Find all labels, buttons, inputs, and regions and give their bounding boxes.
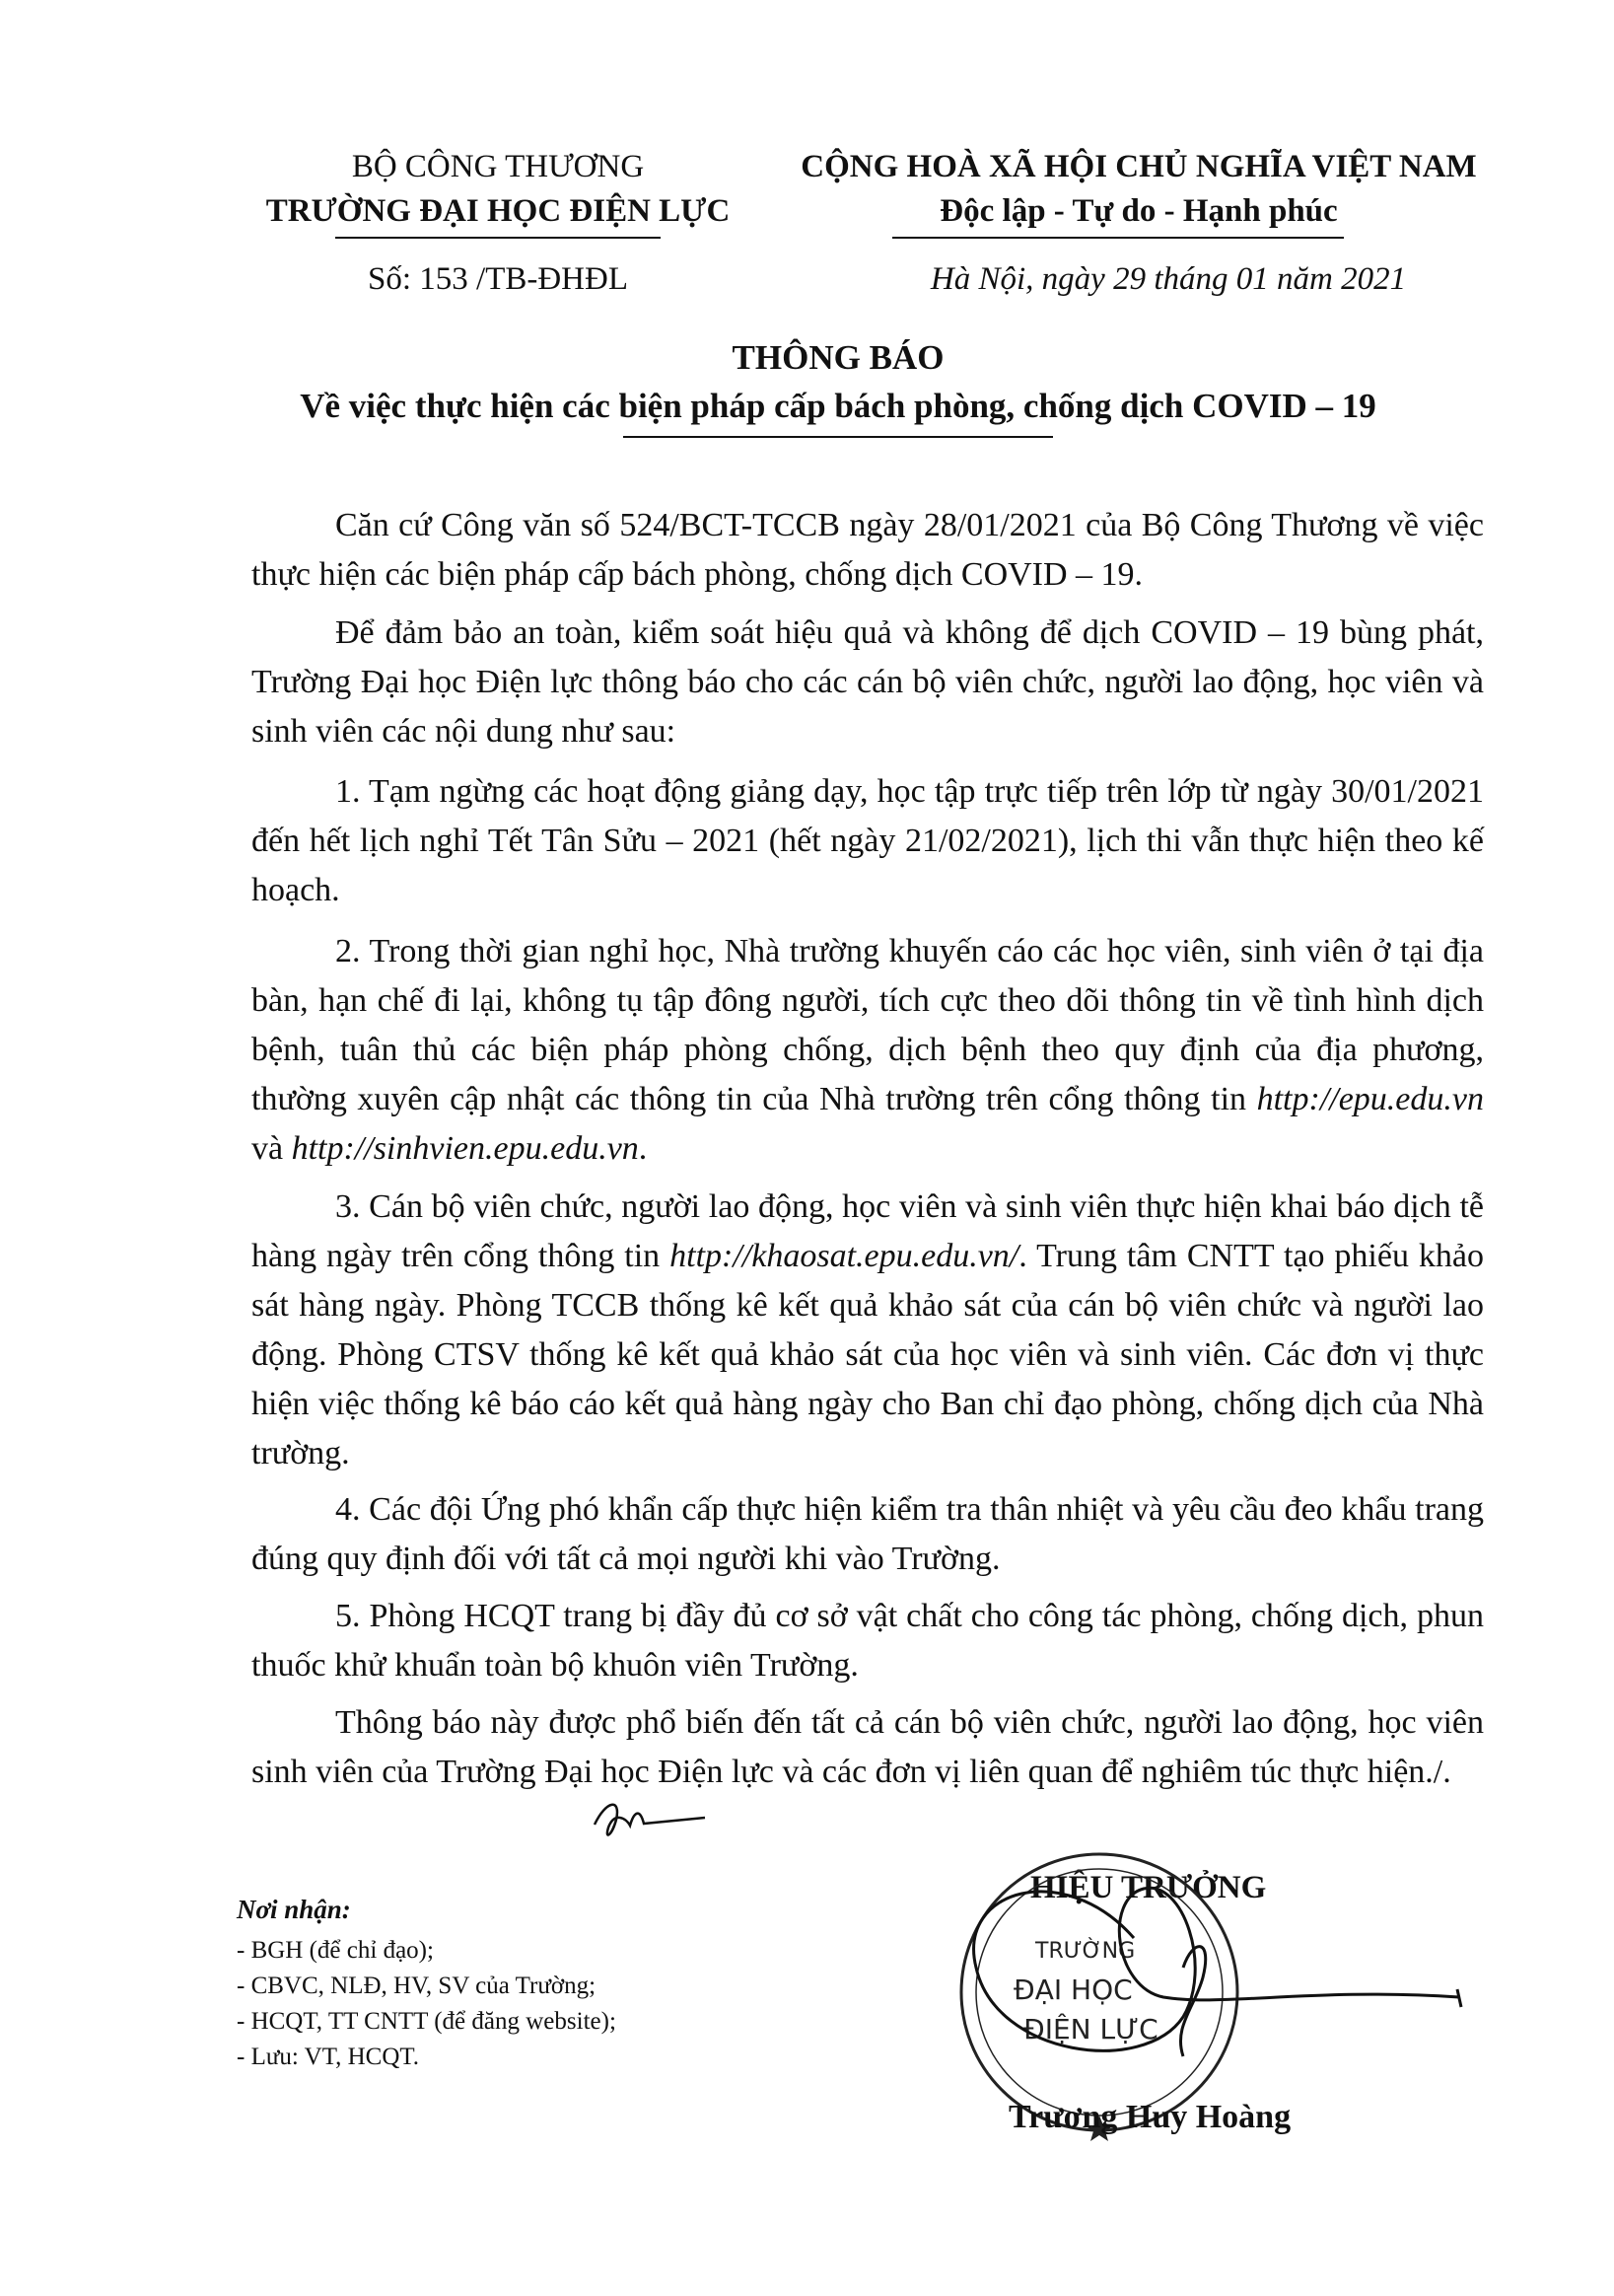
university-name: TRƯỜNG ĐẠI HỌC ĐIỆN LỰC xyxy=(265,193,731,229)
paragraph-basis: Căn cứ Công văn số 524/BCT-TCCB ngày 28/01/2021 của Bộ Công Thương về việc thực hiện các biện pháp cấp bách phòng, chống dịch COVID – 19. xyxy=(251,507,1484,593)
recipient-item: - BGH (để chỉ đạo); xyxy=(237,1937,434,1964)
ministry-name: BỘ CÔNG THƯƠNG xyxy=(351,149,645,184)
item-3: 3. Cán bộ viên chức, người lao động, học viên và sinh viên thực hiện khai báo dịch tễ hàng ngày trên cổng thông tin http://khaosat.epu.edu.vn/. Trung tâm CNTT tạo phiếu khảo sát hàng ngày. Phòng TCCB thống kê kết quả khảo sát của cán bộ viên chức và người lao động. Phòng CTSV thống kê kết quả khảo sát của học viên và sinh viên. Các đơn vị thực hiện việc thống kê báo cáo kết quả hàng ngày cho Ban chỉ đạo phòng, chống dịch của Nhà trường. xyxy=(251,1188,1484,1471)
closing-paragraph: Thông báo này được phổ biến đến tất cả cán bộ viên chức, người lao động, học viên sinh viên của Trường Đại học Điện lực và các đơn vị liên quan để nghiêm túc thực hiện./. xyxy=(251,1704,1484,1790)
signer-title: HIỆU TRƯỞNG xyxy=(1030,1870,1267,1905)
official-stamp-icon xyxy=(887,1820,1479,2145)
motto-underline xyxy=(892,237,1344,239)
sinhvien-link[interactable]: http://sinhvien.epu.edu.vn xyxy=(291,1130,639,1167)
national-motto: Độc lập - Tự do - Hạnh phúc xyxy=(940,193,1338,229)
document-title: THÔNG BÁO xyxy=(732,338,945,377)
khaosat-link[interactable]: http://khaosat.epu.edu.vn/ xyxy=(669,1238,1019,1274)
country-name: CỘNG HOÀ XÃ HỘI CHỦ NGHĨA VIỆT NAM xyxy=(801,149,1477,184)
stamp-line-2: ĐẠI HỌC xyxy=(1014,1973,1133,2006)
recipient-item: - CBVC, NLĐ, HV, SV của Trường; xyxy=(237,1973,596,1999)
recipients-heading: Nơi nhận: xyxy=(237,1895,351,1924)
paragraph-intro: Để đảm bảo an toàn, kiểm soát hiệu quả và không để dịch COVID – 19 bùng phát, Trường Đại học Điện lực thông báo cho các cán bộ viên chức, người lao động, học viên và sinh viên các nội dung như sau: xyxy=(251,614,1484,750)
university-underline xyxy=(335,237,661,239)
item-5: 5. Phòng HCQT trang bị đầy đủ cơ sở vật chất cho công tác phòng, chống dịch, phun thuốc khử khuẩn toàn bộ khuôn viên Trường. xyxy=(251,1598,1484,1684)
recipient-item: - HCQT, TT CNTT (để đăng website); xyxy=(237,2008,616,2035)
item-4: 4. Các đội Ứng phó khẩn cấp thực hiện kiểm tra thân nhiệt và yêu cầu đeo khẩu trang đúng quy định đối với tất cả mọi người khi vào Trường. xyxy=(251,1491,1484,1577)
document-number: Số: 153 /TB-ĐHĐL xyxy=(368,261,628,297)
recipient-item: - Lưu: VT, HCQT. xyxy=(237,2044,420,2070)
document-subject: Về việc thực hiện các biện pháp cấp bách phòng, chống dịch COVID – 19 xyxy=(300,387,1376,425)
initial-signature-icon xyxy=(587,1790,715,1849)
place-date: Hà Nội, ngày 29 tháng 01 năm 2021 xyxy=(930,261,1407,297)
subject-underline xyxy=(623,436,1053,438)
stamp-line-3: ĐIỆN LỰC xyxy=(1023,2013,1158,2045)
item-1: 1. Tạm ngừng các hoạt động giảng dạy, học tập trực tiếp trên lớp từ ngày 30/01/2021 đến hết lịch nghỉ Tết Tân Sửu – 2021 (hết ngày 21/02/2021), lịch thi vẫn thực hiện theo kế hoạch. xyxy=(251,773,1484,908)
epu-link[interactable]: http://epu.edu.vn xyxy=(1256,1081,1484,1117)
stamp-line-1: TRƯỜNG xyxy=(1035,1939,1136,1964)
signer-name: Trương Huy Hoàng xyxy=(1009,2099,1292,2135)
item-2: 2. Trong thời gian nghỉ học, Nhà trường khuyến cáo các học viên, sinh viên ở tại địa bàn, hạn chế đi lại, không tụ tập đông người, tích cực theo dõi thông tin về tình hình dịch bệnh, tuân thủ các biện pháp phòng chống, dịch bệnh theo quy định của địa phương, thường xuyên cập nhật các thông tin của Nhà trường trên cổng thông tin http://epu.edu.vn và http://sinhvien.epu.edu.vn. xyxy=(251,933,1484,1167)
